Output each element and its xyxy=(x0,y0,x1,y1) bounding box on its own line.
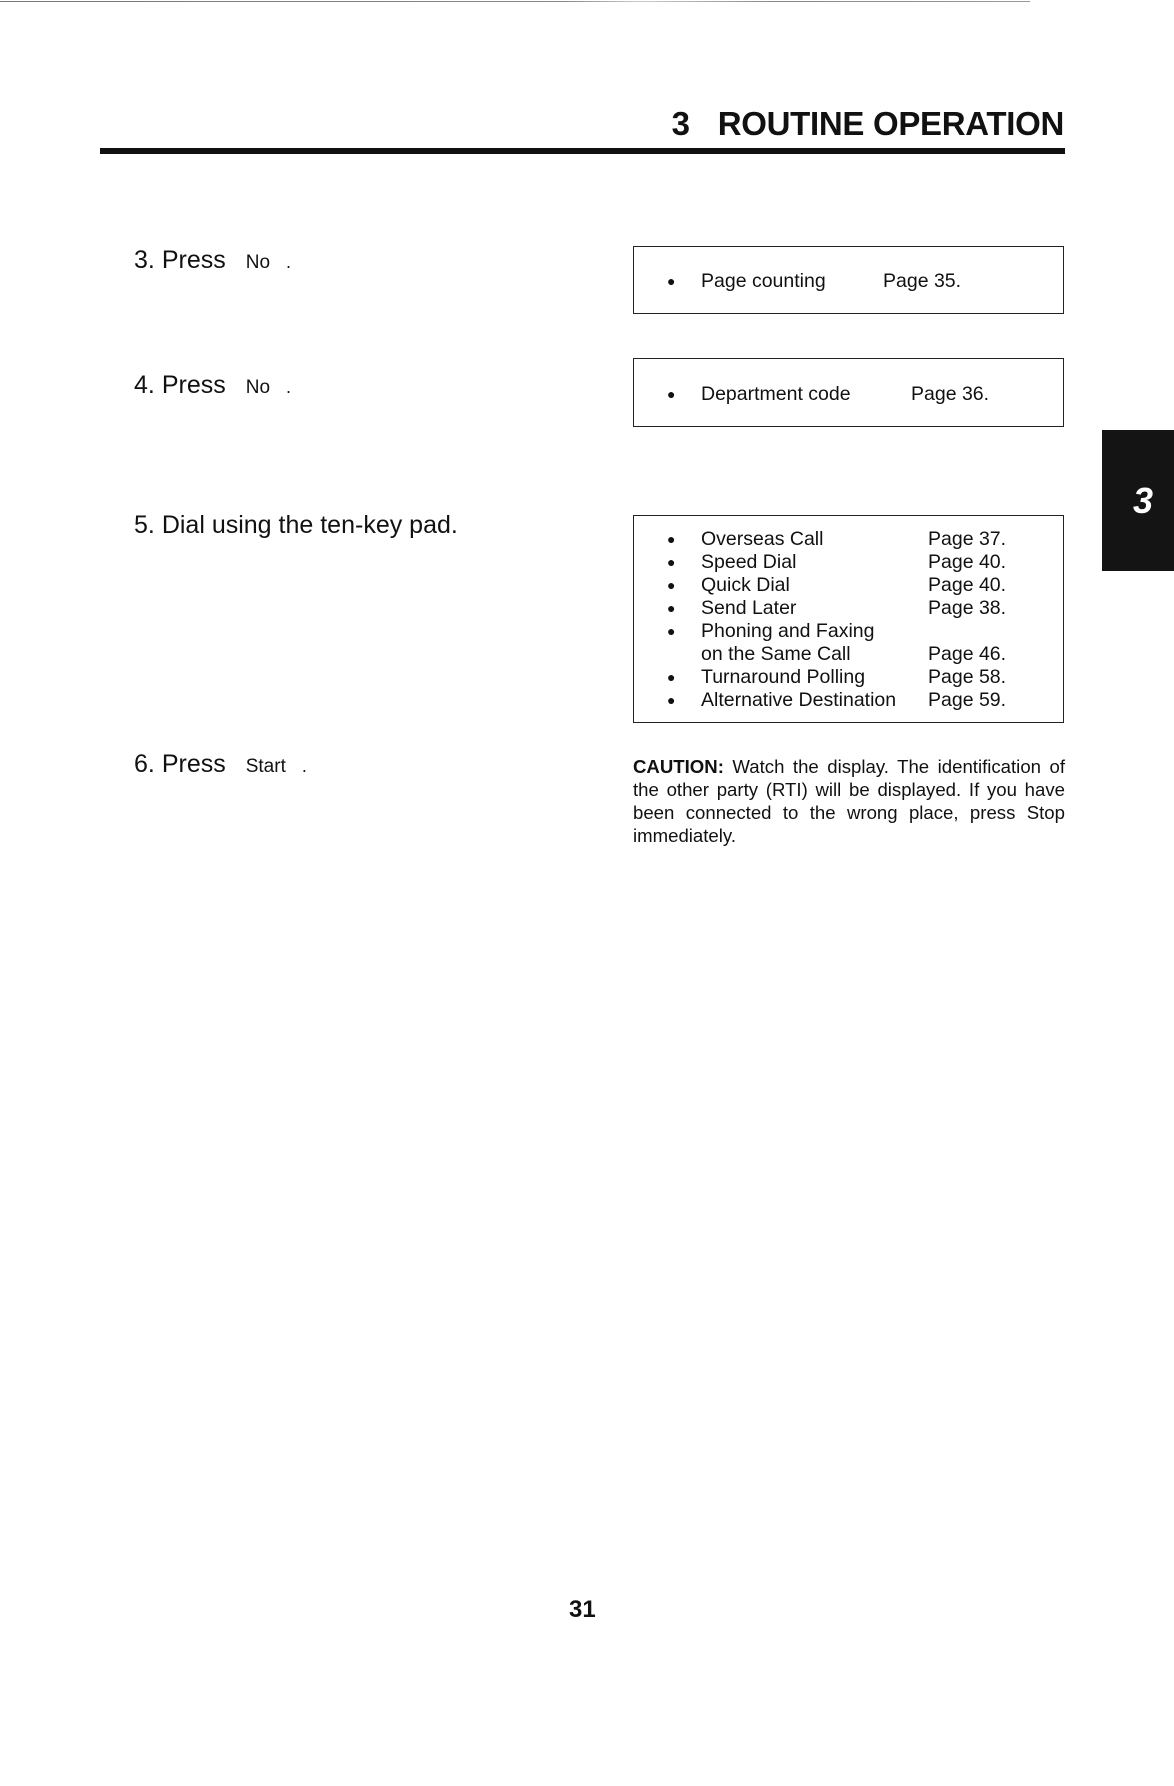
step-end: . xyxy=(286,377,292,397)
reference-label: Turnaround Polling xyxy=(701,666,866,688)
step-6 xyxy=(134,750,307,779)
bullet-icon: ● xyxy=(667,386,676,402)
caution-text: Watch the display. The identification of the other party (RTI) will be displayed. If you have been connected to the wrong place, press Stop immediately. xyxy=(633,756,1066,846)
reference-label: Speed Dial xyxy=(701,551,797,573)
reference-page: Page 36. xyxy=(911,383,990,405)
reference-label: Alternative Destination xyxy=(701,689,897,711)
step-end: . xyxy=(301,756,307,776)
step-text: Dial using the ten-key pad. xyxy=(161,511,458,539)
reference-item xyxy=(634,666,1063,689)
key-no: No xyxy=(245,377,271,398)
reference-page: Page 40. xyxy=(928,574,1007,596)
chapter-tab xyxy=(1102,430,1174,571)
step-text: Press xyxy=(161,246,226,274)
reference-item xyxy=(634,689,1063,712)
step-3 xyxy=(134,246,291,275)
caution-label: CAUTION: xyxy=(633,756,724,777)
scan-edge-line xyxy=(0,1,1030,2)
reference-box-page-counting xyxy=(633,246,1064,314)
key-no: No xyxy=(245,252,271,273)
reference-label: Page counting xyxy=(701,270,826,292)
reference-item-continuation xyxy=(634,643,1063,666)
reference-box-department-code xyxy=(633,358,1064,427)
reference-page: Page 35. xyxy=(883,270,962,292)
caution-note xyxy=(633,755,1065,847)
page-number: 31 xyxy=(569,1596,596,1623)
bullet-icon: ● xyxy=(667,692,676,708)
step-end: . xyxy=(286,252,292,272)
reference-page: Page 40. xyxy=(928,551,1007,573)
reference-page: Page 59. xyxy=(928,689,1007,711)
step-number: 6. xyxy=(134,750,155,778)
reference-page: Page 38. xyxy=(928,597,1007,619)
chapter-number: 3 xyxy=(671,105,690,142)
reference-label: Overseas Call xyxy=(701,528,824,550)
reference-page: Page 37. xyxy=(928,528,1007,550)
reference-box-dialing-options xyxy=(633,515,1064,723)
step-number: 3. xyxy=(134,246,155,274)
step-4 xyxy=(134,371,291,400)
chapter-heading xyxy=(672,105,1064,143)
step-text: Press xyxy=(161,750,226,778)
bullet-icon: ● xyxy=(667,600,676,616)
step-text: Press xyxy=(161,371,226,399)
reference-page: Page 58. xyxy=(928,666,1007,688)
step-number: 5. xyxy=(134,511,155,539)
bullet-icon: ● xyxy=(667,577,676,593)
bullet-icon: ● xyxy=(667,623,676,639)
reference-label: Phoning and Faxing xyxy=(701,620,875,642)
reference-item xyxy=(634,597,1063,620)
bullet-icon: ● xyxy=(667,554,676,570)
reference-label: Department code xyxy=(701,383,851,405)
bullet-icon: ● xyxy=(667,669,676,685)
chapter-title: ROUTINE OPERATION xyxy=(717,105,1064,142)
chapter-tab-label: 3 xyxy=(1132,479,1154,521)
header-rule xyxy=(100,148,1065,154)
reference-label: on the Same Call xyxy=(701,643,851,665)
reference-label: Send Later xyxy=(701,597,797,619)
reference-item xyxy=(634,383,1063,406)
step-5 xyxy=(134,511,458,540)
bullet-icon: ● xyxy=(667,273,676,289)
reference-page: Page 46. xyxy=(928,643,1007,665)
reference-item xyxy=(634,270,1063,293)
bullet-icon: ● xyxy=(667,531,676,547)
step-number: 4. xyxy=(134,371,155,399)
reference-label: Quick Dial xyxy=(701,574,790,596)
key-start: Start xyxy=(245,756,286,777)
reference-item xyxy=(634,574,1063,597)
reference-item xyxy=(634,620,1063,643)
reference-item xyxy=(634,528,1063,551)
reference-item xyxy=(634,551,1063,574)
